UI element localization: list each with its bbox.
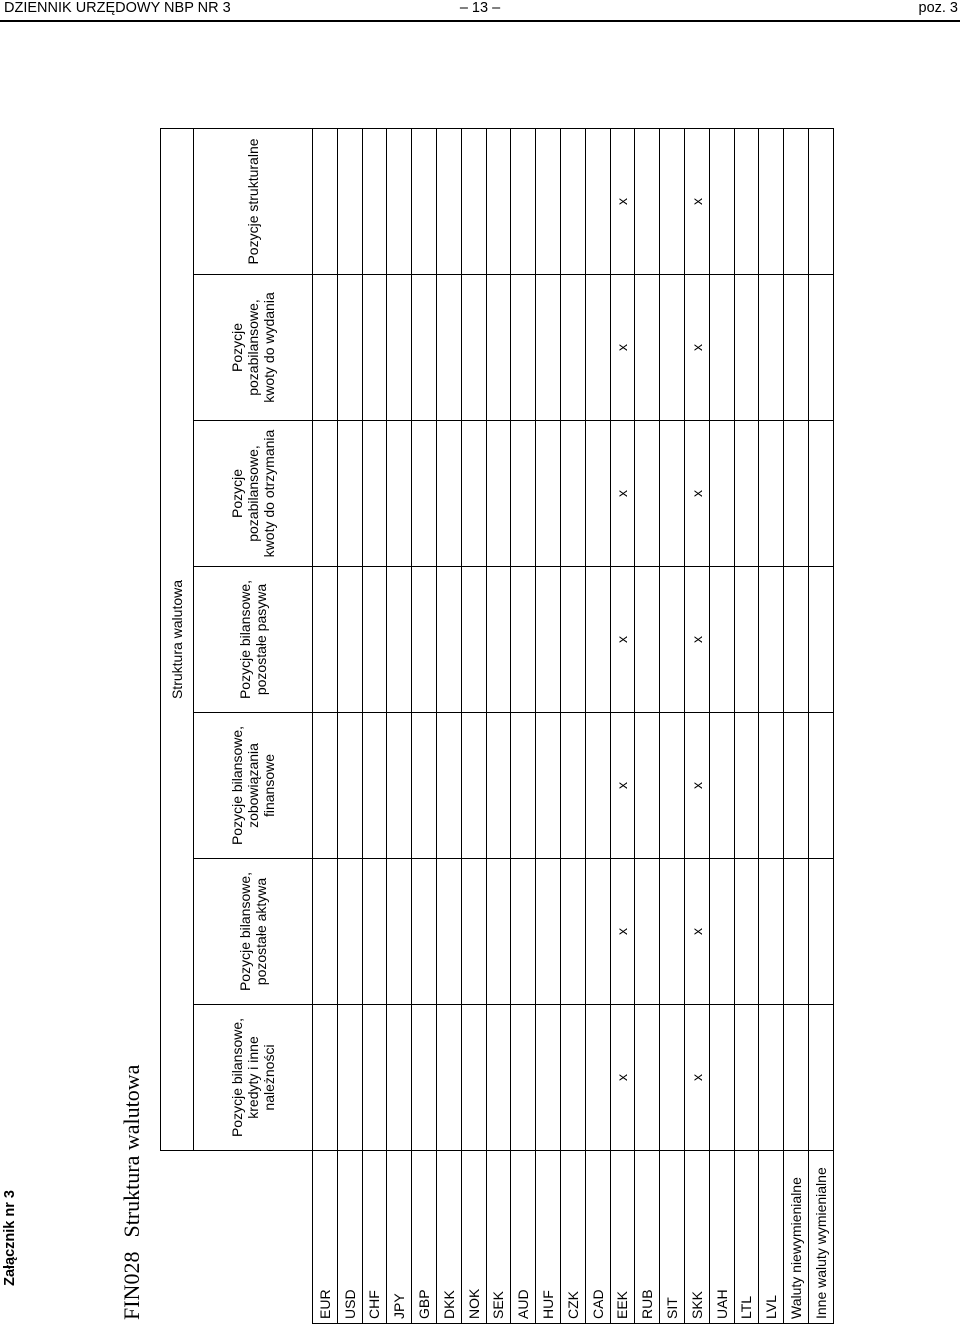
table-cell [536,713,561,859]
table-cell [436,859,461,1005]
table-cell [660,421,685,567]
group-header: Struktura walutowa [161,129,194,1151]
table-cell [734,859,759,1005]
table-row [387,129,412,1324]
row-label: LTL [734,1151,759,1324]
not-applicable-mark: x [610,859,635,1005]
table-cell [486,129,511,275]
table-cell [436,421,461,567]
table-cell [784,1005,809,1151]
table-cell [511,713,536,859]
table-cell [560,859,585,1005]
table-cell [313,421,338,567]
table-cell [709,1005,734,1151]
table-cell [709,129,734,275]
column-header: Pozycje strukturalne [194,129,313,275]
table-cell [709,567,734,713]
row-label: SEK [486,1151,511,1324]
table-cell [362,1005,387,1151]
table-row [709,129,734,1324]
table-cell [486,275,511,421]
row-label: Inne waluty wymienialne [808,1151,833,1324]
row-label: HUF [536,1151,561,1324]
column-header: Pozycje bilansowe, zobowiązania finansowe [194,713,313,859]
table-cell [486,421,511,567]
table-cell [660,1005,685,1151]
table-row [635,129,660,1324]
table-cell [734,275,759,421]
table-row [759,129,784,1324]
table-cell [313,1005,338,1151]
table-cell [784,275,809,421]
not-applicable-mark: x [684,713,709,859]
table-cell [486,567,511,713]
table-cell [313,713,338,859]
not-applicable-mark: x [610,129,635,275]
table-cell [387,275,412,421]
row-label: UAH [709,1151,734,1324]
table-cell [635,1005,660,1151]
not-applicable-mark: x [684,567,709,713]
not-applicable-mark: x [610,421,635,567]
column-header: Pozycje bilansowe, pozostałe pasywa [194,567,313,713]
table-cell [709,859,734,1005]
table-cell [759,713,784,859]
table-cell [461,1005,486,1151]
table-cell [387,1005,412,1151]
row-label: SIT [660,1151,685,1324]
table-row [412,129,437,1324]
not-applicable-mark: x [684,275,709,421]
table-cell [536,859,561,1005]
page-number: – 13 – [459,0,501,16]
table-cell [585,859,610,1005]
table-cell [387,859,412,1005]
not-applicable-mark: x [610,1005,635,1151]
table-row [684,129,709,1324]
table-row [610,129,635,1324]
table-cell [511,567,536,713]
table-cell [412,421,437,567]
not-applicable-mark: x [610,713,635,859]
table-cell [808,713,833,859]
table-row [560,129,585,1324]
form-title: Struktura walutowa [119,1064,144,1238]
row-label: CZK [560,1151,585,1324]
corner-cell [161,1151,313,1324]
table-cell [808,275,833,421]
table-row [660,129,685,1324]
table-cell [660,275,685,421]
table-cell [759,1005,784,1151]
document-title [120,1065,144,1320]
table-cell [412,275,437,421]
table-cell [709,713,734,859]
table-cell [734,421,759,567]
not-applicable-mark: x [684,859,709,1005]
table-row [337,129,362,1324]
table-cell [784,713,809,859]
currency-structure-table [160,128,834,1324]
not-applicable-mark: x [684,129,709,275]
table-cell [709,421,734,567]
table-cell [635,859,660,1005]
table-cell [313,859,338,1005]
row-label: JPY [387,1151,412,1324]
table-cell [734,567,759,713]
table-row [585,129,610,1324]
table-row [734,129,759,1324]
row-label: AUD [511,1151,536,1324]
table-cell [387,567,412,713]
column-header-row [194,129,313,1324]
table-cell [511,421,536,567]
table-cell [784,129,809,275]
table-cell [660,129,685,275]
table-cell [635,421,660,567]
table-cell [536,129,561,275]
table-cell [461,129,486,275]
table-cell [784,421,809,567]
table-cell [313,129,338,275]
column-header: Pozycje bilansowe, pozostałe aktywa [194,859,313,1005]
row-label: EEK [610,1151,635,1324]
table-cell [436,1005,461,1151]
table-cell [585,421,610,567]
table-cell [337,421,362,567]
row-label: NOK [461,1151,486,1324]
not-applicable-mark: x [684,421,709,567]
table-cell [313,567,338,713]
table-row [362,129,387,1324]
table-cell [759,859,784,1005]
table-row [784,129,809,1324]
table-cell [709,275,734,421]
table-cell [784,567,809,713]
table-cell [387,713,412,859]
table-cell [536,567,561,713]
table-cell [337,129,362,275]
not-applicable-mark: x [610,275,635,421]
table-cell [808,1005,833,1151]
not-applicable-mark: x [684,1005,709,1151]
table-cell [486,1005,511,1151]
table-cell [436,713,461,859]
table-cell [536,1005,561,1151]
table-row [436,129,461,1324]
table-cell [759,129,784,275]
table-cell [585,567,610,713]
table-cell [486,713,511,859]
form-code: FIN028 [119,1251,144,1320]
table-cell [808,567,833,713]
table-cell [461,859,486,1005]
table-cell [362,275,387,421]
table-cell [362,129,387,275]
table-cell [337,275,362,421]
table-row [461,129,486,1324]
table-cell [759,567,784,713]
table-row [808,129,833,1324]
table-cell [313,275,338,421]
group-header-row [161,129,194,1324]
table-cell [808,421,833,567]
table-cell [536,275,561,421]
table-cell [635,275,660,421]
table-cell [660,567,685,713]
table-cell [337,567,362,713]
column-header: Pozycje bilansowe, kredyty i inne należności [194,1005,313,1151]
table-cell [362,421,387,567]
table-cell [808,859,833,1005]
table-cell [585,1005,610,1151]
table-row [511,129,536,1324]
row-label: RUB [635,1151,660,1324]
table-cell [461,275,486,421]
table-row [313,129,338,1324]
not-applicable-mark: x [610,567,635,713]
table-cell [585,275,610,421]
table-cell [759,421,784,567]
table-cell [560,567,585,713]
table-cell [734,713,759,859]
column-header: Pozycje pozabilansowe, kwoty do otrzymania [194,421,313,567]
table-cell [635,129,660,275]
table-cell [759,275,784,421]
table-cell [362,713,387,859]
table-row [536,129,561,1324]
table-cell [560,129,585,275]
table-cell [635,567,660,713]
table-cell [536,421,561,567]
annex-label: Załącznik nr 3 [2,1190,18,1286]
table-cell [337,1005,362,1151]
table-cell [560,275,585,421]
table-cell [362,567,387,713]
table-cell [436,275,461,421]
table-cell [635,713,660,859]
table-cell [486,859,511,1005]
row-label: GBP [412,1151,437,1324]
table-cell [560,1005,585,1151]
table-cell [461,421,486,567]
table-cell [461,713,486,859]
row-label: Waluty niewymienialne [784,1151,809,1324]
table-cell [511,275,536,421]
table-cell [734,1005,759,1151]
table-cell [436,129,461,275]
table-cell [511,859,536,1005]
table-cell [387,421,412,567]
table-cell [412,713,437,859]
table-cell [808,129,833,275]
table-row [486,129,511,1324]
table-cell [660,859,685,1005]
table-cell [511,1005,536,1151]
table-cell [585,129,610,275]
table-cell [412,567,437,713]
column-header: Pozycje pozabilansowe, kwoty do wydania [194,275,313,421]
position-number: poz. 3 [918,0,958,16]
table-cell [660,713,685,859]
table-cell [412,1005,437,1151]
table-cell [585,713,610,859]
row-label: SKK [684,1151,709,1324]
row-label: CHF [362,1151,387,1324]
row-label: EUR [313,1151,338,1324]
table-cell [560,421,585,567]
journal-name: DZIENNIK URZĘDOWY NBP NR 3 [4,0,231,16]
table-cell [436,567,461,713]
table-cell [362,859,387,1005]
table-cell [337,713,362,859]
table-cell [734,129,759,275]
table-cell [511,129,536,275]
table-cell [412,129,437,275]
table-cell [560,713,585,859]
row-label: USD [337,1151,362,1324]
table-cell [461,567,486,713]
table-cell [387,129,412,275]
table-cell [412,859,437,1005]
table-cell [337,859,362,1005]
row-label: DKK [436,1151,461,1324]
row-label: LVL [759,1151,784,1324]
row-label: CAD [585,1151,610,1324]
table-cell [784,859,809,1005]
